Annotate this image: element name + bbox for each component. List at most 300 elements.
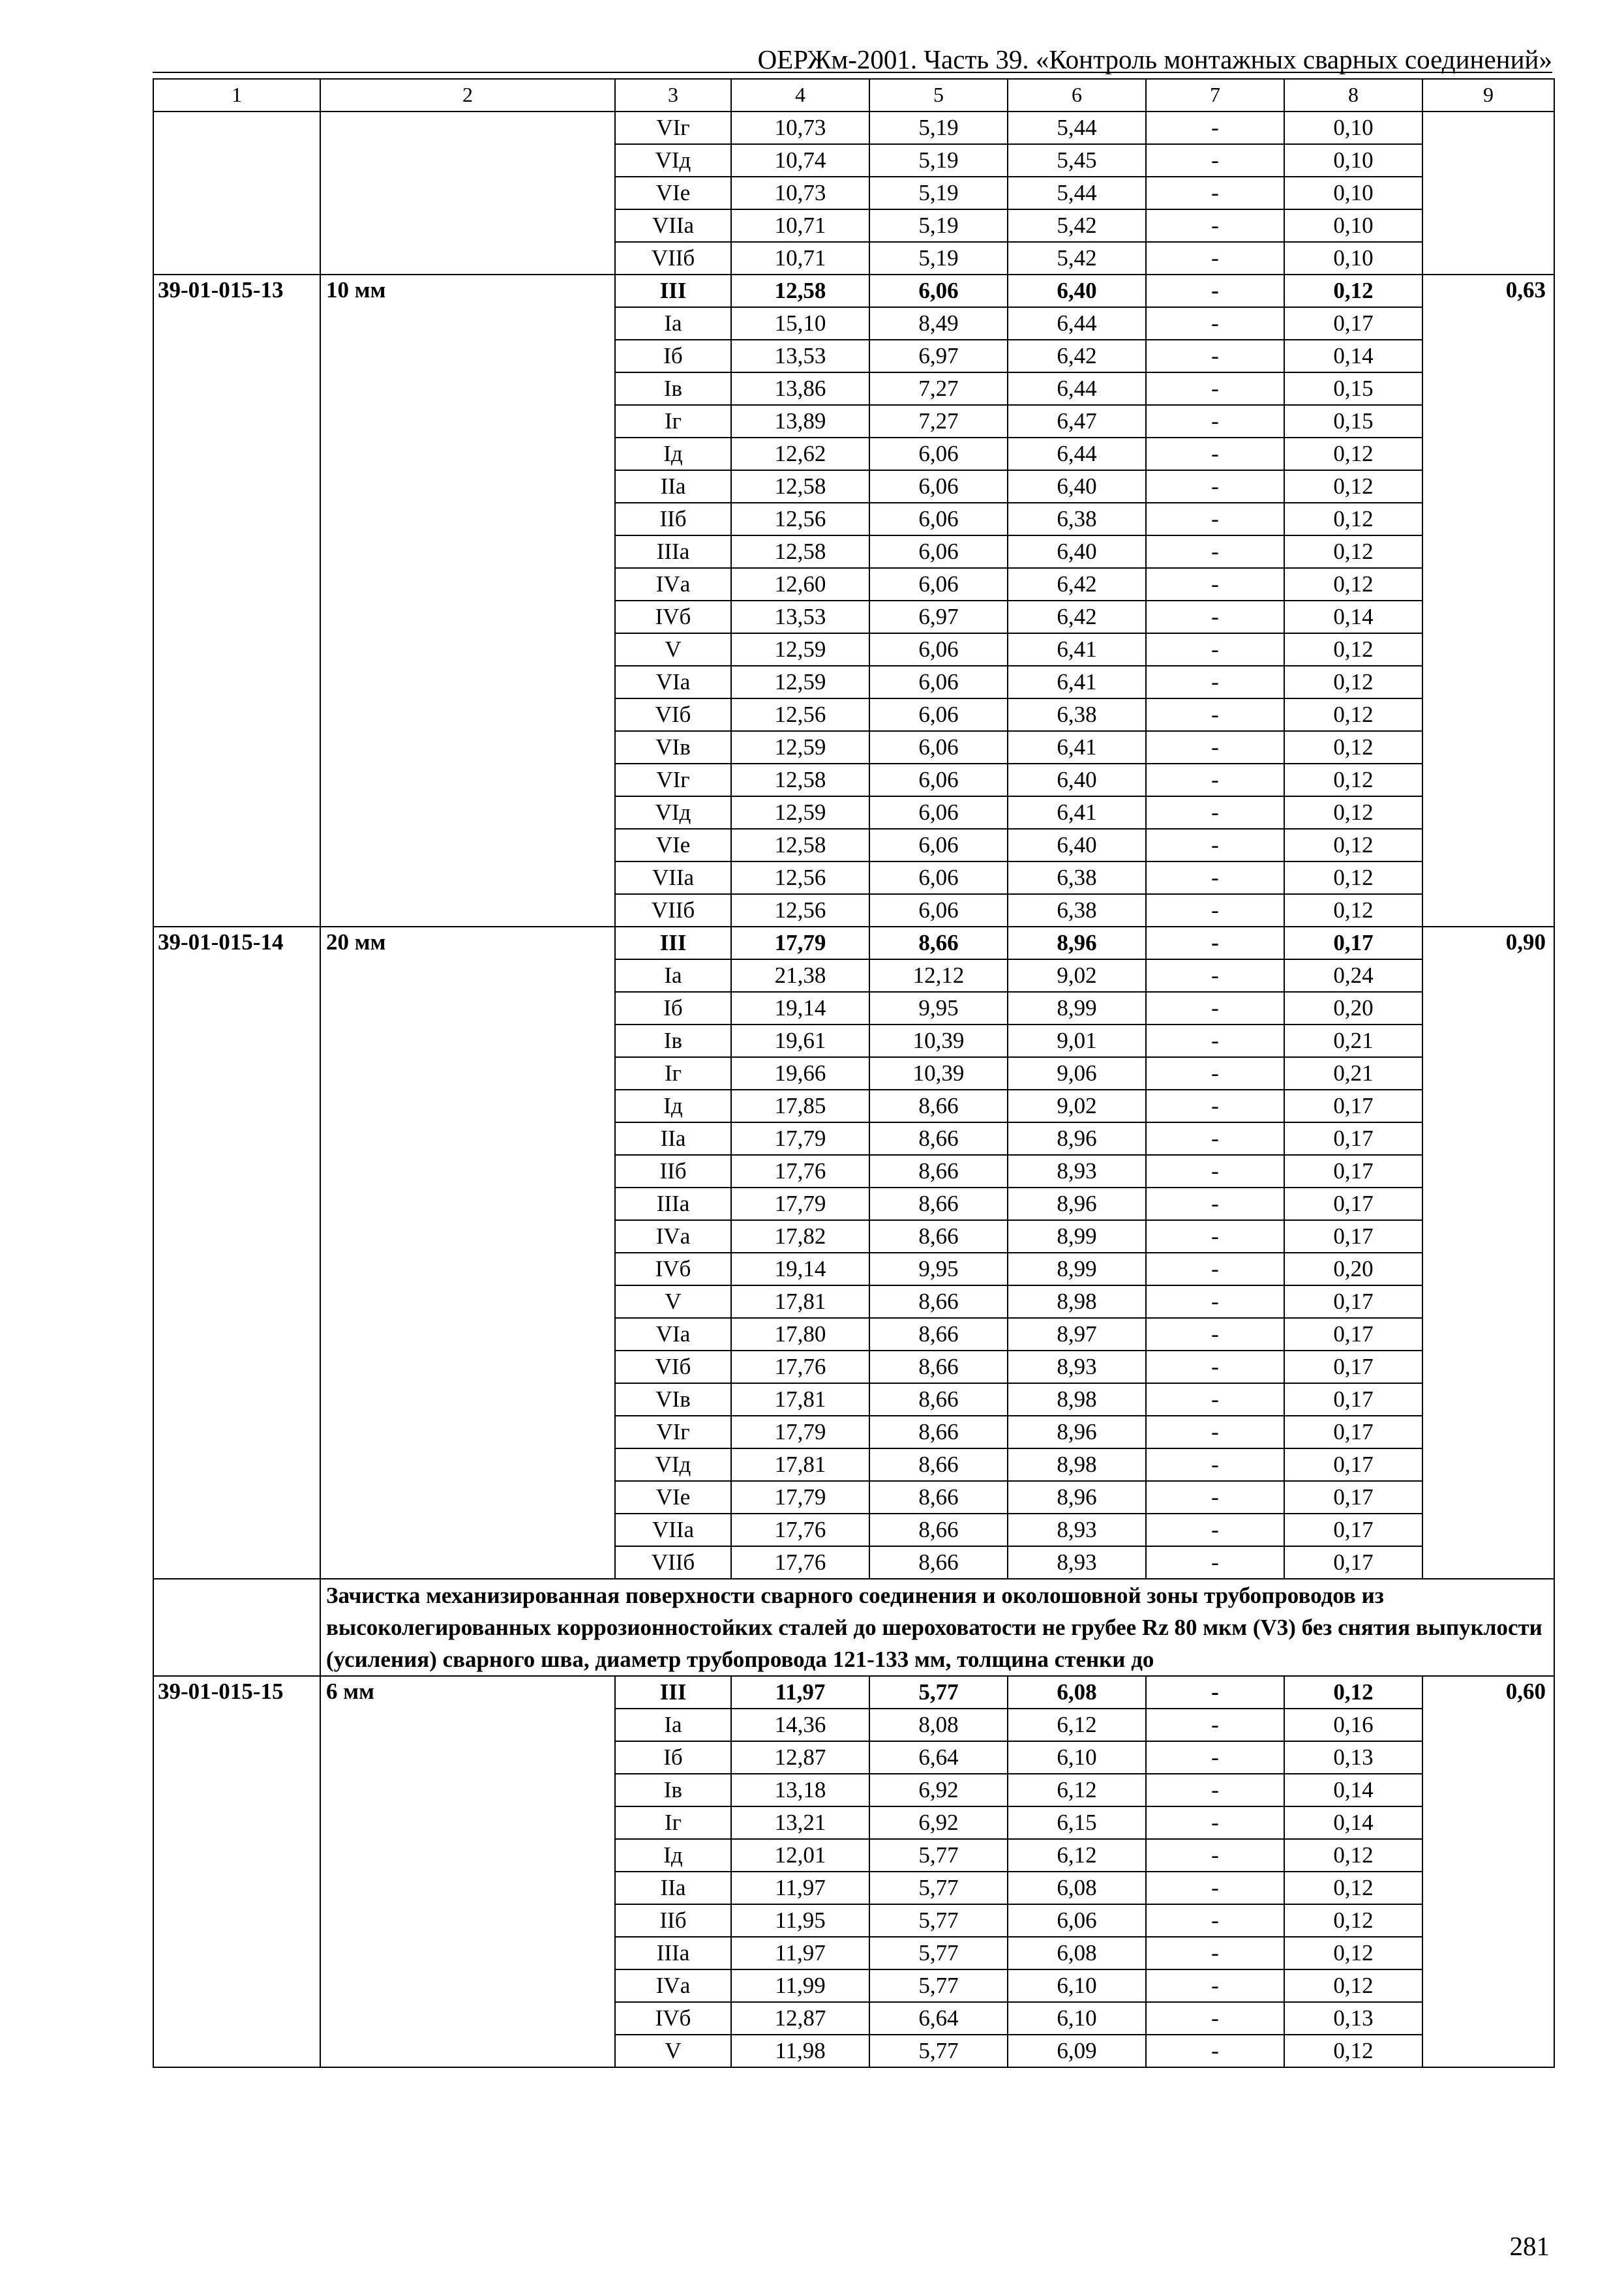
table-cell: 8,99	[1008, 992, 1146, 1025]
rate-value-col9: 0,90	[1422, 927, 1554, 1579]
table-cell: 6,06	[1008, 1904, 1146, 1937]
table-cell: 8,66	[869, 1122, 1008, 1155]
table-cell: Iг	[615, 405, 731, 438]
table-cell: 0,12	[1284, 503, 1422, 535]
table-cell: VIв	[615, 731, 731, 764]
table-cell: 5,44	[1008, 112, 1146, 144]
table-cell: IIа	[615, 470, 731, 503]
table-cell: 0,17	[1284, 1481, 1422, 1514]
table-cell: 17,79	[731, 927, 869, 959]
table-cell: 0,12	[1284, 568, 1422, 601]
table-cell: 12,59	[731, 666, 869, 698]
table-cell: 17,82	[731, 1220, 869, 1253]
table-row	[153, 927, 1554, 959]
table-cell: 13,53	[731, 601, 869, 633]
table-cell: IIб	[615, 503, 731, 535]
table-cell: 6,06	[869, 470, 1008, 503]
table-cell: 17,76	[731, 1514, 869, 1546]
table-cell: 0,13	[1284, 1741, 1422, 1774]
table-cell: 8,66	[869, 1188, 1008, 1220]
table-cell: 8,96	[1008, 1188, 1146, 1220]
rate-value-col9: 0,60	[1422, 1676, 1554, 2067]
column-number: 2	[320, 79, 615, 112]
table-cell: 6,08	[1008, 1937, 1146, 1969]
table-cell: 0,12	[1284, 1872, 1422, 1904]
table-cell: 0,21	[1284, 1025, 1422, 1057]
table-cell: 14,36	[731, 1709, 869, 1741]
table-cell: 8,93	[1008, 1546, 1146, 1579]
table-cell: 6,42	[1008, 601, 1146, 633]
table-cell: -	[1146, 1937, 1284, 1969]
rate-code: 39-01-015-15	[153, 1676, 320, 2067]
table-cell: V	[615, 633, 731, 666]
table-cell: 0,12	[1284, 275, 1422, 307]
rate-name	[320, 112, 615, 275]
table-cell: 6,06	[869, 861, 1008, 894]
table-cell: 5,77	[869, 1904, 1008, 1937]
table-cell: VIе	[615, 829, 731, 861]
table-cell: 17,80	[731, 1318, 869, 1351]
table-cell: 6,64	[869, 2002, 1008, 2035]
table-cell: 8,96	[1008, 1416, 1146, 1448]
table-cell: 11,99	[731, 1969, 869, 2002]
column-number-row	[153, 79, 1554, 112]
table-cell: 6,08	[1008, 1872, 1146, 1904]
table-cell: Iб	[615, 992, 731, 1025]
table-cell: 6,10	[1008, 2002, 1146, 2035]
table-cell: 0,10	[1284, 144, 1422, 177]
table-cell: 5,77	[869, 1969, 1008, 2002]
table-cell: 12,56	[731, 894, 869, 927]
rate-code: 39-01-015-13	[153, 275, 320, 927]
table-cell: VIв	[615, 1383, 731, 1416]
table-cell: 0,10	[1284, 209, 1422, 242]
table-cell: 6,97	[869, 340, 1008, 372]
table-cell: 0,20	[1284, 992, 1422, 1025]
table-cell: VIг	[615, 112, 731, 144]
column-number: 6	[1008, 79, 1146, 112]
table-cell: 0,17	[1284, 1416, 1422, 1448]
table-cell: 6,06	[869, 275, 1008, 307]
table-cell: 6,10	[1008, 1741, 1146, 1774]
table-cell: -	[1146, 927, 1284, 959]
table-cell: 5,19	[869, 112, 1008, 144]
table-cell: 6,47	[1008, 405, 1146, 438]
table-cell: 9,95	[869, 992, 1008, 1025]
table-cell: 8,98	[1008, 1448, 1146, 1481]
table-cell: 8,98	[1008, 1285, 1146, 1318]
column-number: 1	[153, 79, 320, 112]
table-cell: 5,77	[869, 1872, 1008, 1904]
table-cell: 15,10	[731, 307, 869, 340]
table-cell: 0,20	[1284, 1253, 1422, 1285]
table-cell: 0,12	[1284, 1676, 1422, 1709]
table-cell: 8,66	[869, 1318, 1008, 1351]
table-cell: 5,77	[869, 2035, 1008, 2067]
table-cell: 7,27	[869, 405, 1008, 438]
table-cell: 12,87	[731, 1741, 869, 1774]
table-cell: Iб	[615, 340, 731, 372]
table-cell: 11,97	[731, 1872, 869, 1904]
table-cell: -	[1146, 1872, 1284, 1904]
column-number: 3	[615, 79, 731, 112]
table-cell: 8,66	[869, 1546, 1008, 1579]
table-cell: 8,93	[1008, 1514, 1146, 1546]
table-cell: 0,17	[1284, 1188, 1422, 1220]
table-cell: 0,12	[1284, 1839, 1422, 1872]
table-cell: 0,17	[1284, 1318, 1422, 1351]
rate-value-col9: 0,63	[1422, 275, 1554, 927]
section-description: Зачистка механизированная поверхности сварного соединения и околошовной зоны трубопроводов из высоколегированных коррозионностойких сталей до шероховатости не грубее Rz 80 мкм (V3) без снятия выпуклости (усиления) сварного шва, диаметр трубопровода 121-133 мм, толщина стенки до	[320, 1579, 1554, 1676]
table-cell: 5,19	[869, 242, 1008, 275]
table-cell: 8,49	[869, 307, 1008, 340]
table-cell: 0,14	[1284, 601, 1422, 633]
table-cell: IVа	[615, 568, 731, 601]
table-cell: 13,21	[731, 1806, 869, 1839]
table-cell: -	[1146, 1416, 1284, 1448]
table-cell: 6,06	[869, 764, 1008, 796]
table-cell: 8,66	[869, 1351, 1008, 1383]
table-cell: 6,44	[1008, 438, 1146, 470]
table-cell: 8,66	[869, 1383, 1008, 1416]
table-cell: Iа	[615, 959, 731, 992]
table-cell: 17,76	[731, 1351, 869, 1383]
table-cell: -	[1146, 894, 1284, 927]
table-cell: 0,14	[1284, 340, 1422, 372]
table-cell: IVб	[615, 2002, 731, 2035]
table-cell: 13,18	[731, 1774, 869, 1806]
table-cell: Iг	[615, 1806, 731, 1839]
table-cell: 0,15	[1284, 372, 1422, 405]
table-cell: Iа	[615, 1709, 731, 1741]
table-cell: 17,85	[731, 1090, 869, 1122]
table-cell: -	[1146, 1188, 1284, 1220]
table-cell: 13,86	[731, 372, 869, 405]
rates-table	[153, 78, 1555, 2068]
table-cell: 0,17	[1284, 1155, 1422, 1188]
table-cell: -	[1146, 796, 1284, 829]
table-cell: -	[1146, 1155, 1284, 1188]
table-row	[153, 1676, 1554, 1709]
table-cell: IIб	[615, 1155, 731, 1188]
table-cell: 0,12	[1284, 796, 1422, 829]
table-cell: 8,66	[869, 1090, 1008, 1122]
table-cell: 0,12	[1284, 535, 1422, 568]
table-cell: 5,77	[869, 1937, 1008, 1969]
table-cell: 0,12	[1284, 2035, 1422, 2067]
table-cell: 19,14	[731, 992, 869, 1025]
table-cell: 8,66	[869, 1416, 1008, 1448]
table-cell: -	[1146, 1741, 1284, 1774]
table-cell: 6,92	[869, 1806, 1008, 1839]
table-cell: -	[1146, 1969, 1284, 2002]
table-cell: -	[1146, 405, 1284, 438]
table-cell: -	[1146, 242, 1284, 275]
table-cell: 8,96	[1008, 927, 1146, 959]
table-cell: IIа	[615, 1872, 731, 1904]
table-cell: 6,06	[869, 503, 1008, 535]
table-cell: 9,01	[1008, 1025, 1146, 1057]
table-cell: 6,92	[869, 1774, 1008, 1806]
table-cell: -	[1146, 1253, 1284, 1285]
table-cell: Iд	[615, 1090, 731, 1122]
table-cell: 6,40	[1008, 829, 1146, 861]
table-cell: 6,41	[1008, 633, 1146, 666]
table-cell: IIб	[615, 1904, 731, 1937]
table-cell: 0,17	[1284, 1220, 1422, 1253]
table-cell: 6,41	[1008, 796, 1146, 829]
table-cell: 0,17	[1284, 927, 1422, 959]
table-cell: -	[1146, 307, 1284, 340]
table-cell: -	[1146, 1318, 1284, 1351]
table-cell: 0,12	[1284, 731, 1422, 764]
table-cell: Iв	[615, 372, 731, 405]
table-cell: 19,14	[731, 1253, 869, 1285]
table-cell: 6,41	[1008, 731, 1146, 764]
table-cell: 8,66	[869, 1220, 1008, 1253]
table-cell: -	[1146, 1806, 1284, 1839]
table-cell: 6,06	[869, 829, 1008, 861]
table-cell: IVб	[615, 1253, 731, 1285]
table-cell: 9,95	[869, 1253, 1008, 1285]
table-cell: -	[1146, 1676, 1284, 1709]
table-cell: 0,12	[1284, 764, 1422, 796]
table-cell: 5,42	[1008, 209, 1146, 242]
table-cell: 10,71	[731, 242, 869, 275]
table-cell: 6,38	[1008, 698, 1146, 731]
table-cell: 10,73	[731, 112, 869, 144]
table-cell: IIIа	[615, 535, 731, 568]
table-cell: III	[615, 1676, 731, 1709]
table-cell: VIб	[615, 698, 731, 731]
table-cell: 0,12	[1284, 633, 1422, 666]
table-cell: 0,17	[1284, 1448, 1422, 1481]
table-cell: -	[1146, 992, 1284, 1025]
table-cell: 6,15	[1008, 1806, 1146, 1839]
table-cell: -	[1146, 112, 1284, 144]
table-cell: 12,59	[731, 731, 869, 764]
table-cell: IIа	[615, 1122, 731, 1155]
table-cell: -	[1146, 503, 1284, 535]
table-cell: -	[1146, 177, 1284, 209]
table-cell: 12,87	[731, 2002, 869, 2035]
table-cell: -	[1146, 698, 1284, 731]
table-cell: 5,42	[1008, 242, 1146, 275]
table-cell: -	[1146, 1285, 1284, 1318]
rate-code: 39-01-015-14	[153, 927, 320, 1579]
table-cell: 12,59	[731, 633, 869, 666]
table-cell: 12,56	[731, 861, 869, 894]
table-cell: 6,06	[869, 568, 1008, 601]
table-cell: 6,40	[1008, 764, 1146, 796]
table-cell: IVа	[615, 1220, 731, 1253]
table-cell: 6,41	[1008, 666, 1146, 698]
column-number: 5	[869, 79, 1008, 112]
table-cell: 8,66	[869, 1448, 1008, 1481]
table-cell: -	[1146, 372, 1284, 405]
column-number: 4	[731, 79, 869, 112]
table-cell: 13,89	[731, 405, 869, 438]
table-cell: 6,38	[1008, 861, 1146, 894]
table-cell: 9,06	[1008, 1057, 1146, 1090]
table-cell: 21,38	[731, 959, 869, 992]
table-cell: -	[1146, 633, 1284, 666]
table-cell: -	[1146, 1122, 1284, 1155]
table-cell: 0,17	[1284, 307, 1422, 340]
table-cell: 12,58	[731, 470, 869, 503]
column-number: 9	[1422, 79, 1554, 112]
table-cell: 6,06	[869, 666, 1008, 698]
table-cell: 0,12	[1284, 829, 1422, 861]
table-cell: VIг	[615, 764, 731, 796]
table-cell: 6,06	[869, 633, 1008, 666]
table-cell: 7,27	[869, 372, 1008, 405]
table-cell: -	[1146, 2002, 1284, 2035]
table-cell: VIд	[615, 1448, 731, 1481]
table-cell: 17,81	[731, 1448, 869, 1481]
table-cell: 8,96	[1008, 1481, 1146, 1514]
table-cell: 0,12	[1284, 698, 1422, 731]
table-cell: IIIа	[615, 1188, 731, 1220]
table-cell: 5,77	[869, 1839, 1008, 1872]
table-cell: 6,40	[1008, 470, 1146, 503]
table-cell: -	[1146, 209, 1284, 242]
table-cell: 5,77	[869, 1676, 1008, 1709]
table-cell: 0,17	[1284, 1514, 1422, 1546]
table-cell: 0,17	[1284, 1383, 1422, 1416]
table-cell: -	[1146, 438, 1284, 470]
table-cell: Iд	[615, 1839, 731, 1872]
table-cell: 0,12	[1284, 861, 1422, 894]
table-cell: -	[1146, 1774, 1284, 1806]
table-cell: VIIа	[615, 861, 731, 894]
table-cell: 6,06	[869, 535, 1008, 568]
table-cell: VIIа	[615, 209, 731, 242]
table-cell: VIе	[615, 177, 731, 209]
table-cell: 8,08	[869, 1709, 1008, 1741]
table-cell: -	[1146, 1025, 1284, 1057]
table-cell: 6,12	[1008, 1774, 1146, 1806]
table-cell: III	[615, 927, 731, 959]
table-cell: VIе	[615, 1481, 731, 1514]
table-cell: 12,62	[731, 438, 869, 470]
table-cell: 6,44	[1008, 372, 1146, 405]
table-cell: 0,12	[1284, 1969, 1422, 2002]
table-cell: 0,17	[1284, 1090, 1422, 1122]
table-cell: 17,76	[731, 1155, 869, 1188]
table-cell: 0,12	[1284, 438, 1422, 470]
table-cell: -	[1146, 1448, 1284, 1481]
table-cell: 6,08	[1008, 1676, 1146, 1709]
table-cell: 12,58	[731, 829, 869, 861]
table-cell: 17,76	[731, 1546, 869, 1579]
table-cell: -	[1146, 1220, 1284, 1253]
table-cell: -	[1146, 1481, 1284, 1514]
table-cell: 0,10	[1284, 242, 1422, 275]
table-cell: 0,12	[1284, 1937, 1422, 1969]
table-cell: 6,40	[1008, 275, 1146, 307]
table-cell: VIб	[615, 1351, 731, 1383]
table-cell: 10,74	[731, 144, 869, 177]
table-cell: Iв	[615, 1025, 731, 1057]
table-cell: 17,79	[731, 1188, 869, 1220]
table-cell: -	[1146, 1546, 1284, 1579]
page-number: 281	[1509, 2231, 1550, 2261]
empty-cell	[153, 1579, 320, 1676]
rate-code	[153, 112, 320, 275]
table-cell: 6,64	[869, 1741, 1008, 1774]
table-cell: VIа	[615, 666, 731, 698]
table-cell: Iв	[615, 1774, 731, 1806]
table-cell: IVа	[615, 1969, 731, 2002]
table-cell: 0,21	[1284, 1057, 1422, 1090]
table-cell: -	[1146, 2035, 1284, 2067]
table-cell: VIIа	[615, 1514, 731, 1546]
table-cell: 0,10	[1284, 177, 1422, 209]
table-cell: 11,97	[731, 1937, 869, 1969]
table-cell: 0,16	[1284, 1709, 1422, 1741]
table-cell: 8,66	[869, 1481, 1008, 1514]
table-cell: Iд	[615, 438, 731, 470]
table-cell: -	[1146, 731, 1284, 764]
table-cell: 12,59	[731, 796, 869, 829]
table-cell: 0,15	[1284, 405, 1422, 438]
table-cell: 6,06	[869, 731, 1008, 764]
table-cell: -	[1146, 275, 1284, 307]
table-cell: 6,44	[1008, 307, 1146, 340]
table-cell: 12,58	[731, 764, 869, 796]
table-row	[153, 112, 1554, 144]
table-cell: 12,60	[731, 568, 869, 601]
table-cell: -	[1146, 568, 1284, 601]
table-cell: 5,19	[869, 144, 1008, 177]
table-cell: 11,98	[731, 2035, 869, 2067]
table-cell: 6,06	[869, 698, 1008, 731]
table-cell: 11,97	[731, 1676, 869, 1709]
table-cell: 0,14	[1284, 1806, 1422, 1839]
table-cell: 9,02	[1008, 959, 1146, 992]
table-cell: 6,12	[1008, 1839, 1146, 1872]
table-cell: 0,10	[1284, 112, 1422, 144]
table-cell: 10,39	[869, 1057, 1008, 1090]
table-cell: 0,12	[1284, 894, 1422, 927]
table-cell: 6,12	[1008, 1709, 1146, 1741]
table-cell: 0,17	[1284, 1546, 1422, 1579]
column-number: 7	[1146, 79, 1284, 112]
table-cell: Iг	[615, 1057, 731, 1090]
table-cell: -	[1146, 144, 1284, 177]
table-cell: 10,71	[731, 209, 869, 242]
table-cell: VIIб	[615, 1546, 731, 1579]
table-cell: IVб	[615, 601, 731, 633]
table-cell: VIг	[615, 1416, 731, 1448]
table-cell: -	[1146, 959, 1284, 992]
table-cell: 8,93	[1008, 1351, 1146, 1383]
table-cell: 5,19	[869, 209, 1008, 242]
table-cell: -	[1146, 601, 1284, 633]
table-cell: -	[1146, 829, 1284, 861]
table-cell: 0,14	[1284, 1774, 1422, 1806]
table-cell: 17,79	[731, 1416, 869, 1448]
table-cell: 6,42	[1008, 568, 1146, 601]
table-cell: 0,17	[1284, 1351, 1422, 1383]
table-cell: 6,40	[1008, 535, 1146, 568]
table-cell: 10,73	[731, 177, 869, 209]
section-description-row	[153, 1579, 1554, 1676]
table-cell: -	[1146, 1904, 1284, 1937]
rate-value-col9	[1422, 112, 1554, 275]
table-cell: 12,58	[731, 275, 869, 307]
